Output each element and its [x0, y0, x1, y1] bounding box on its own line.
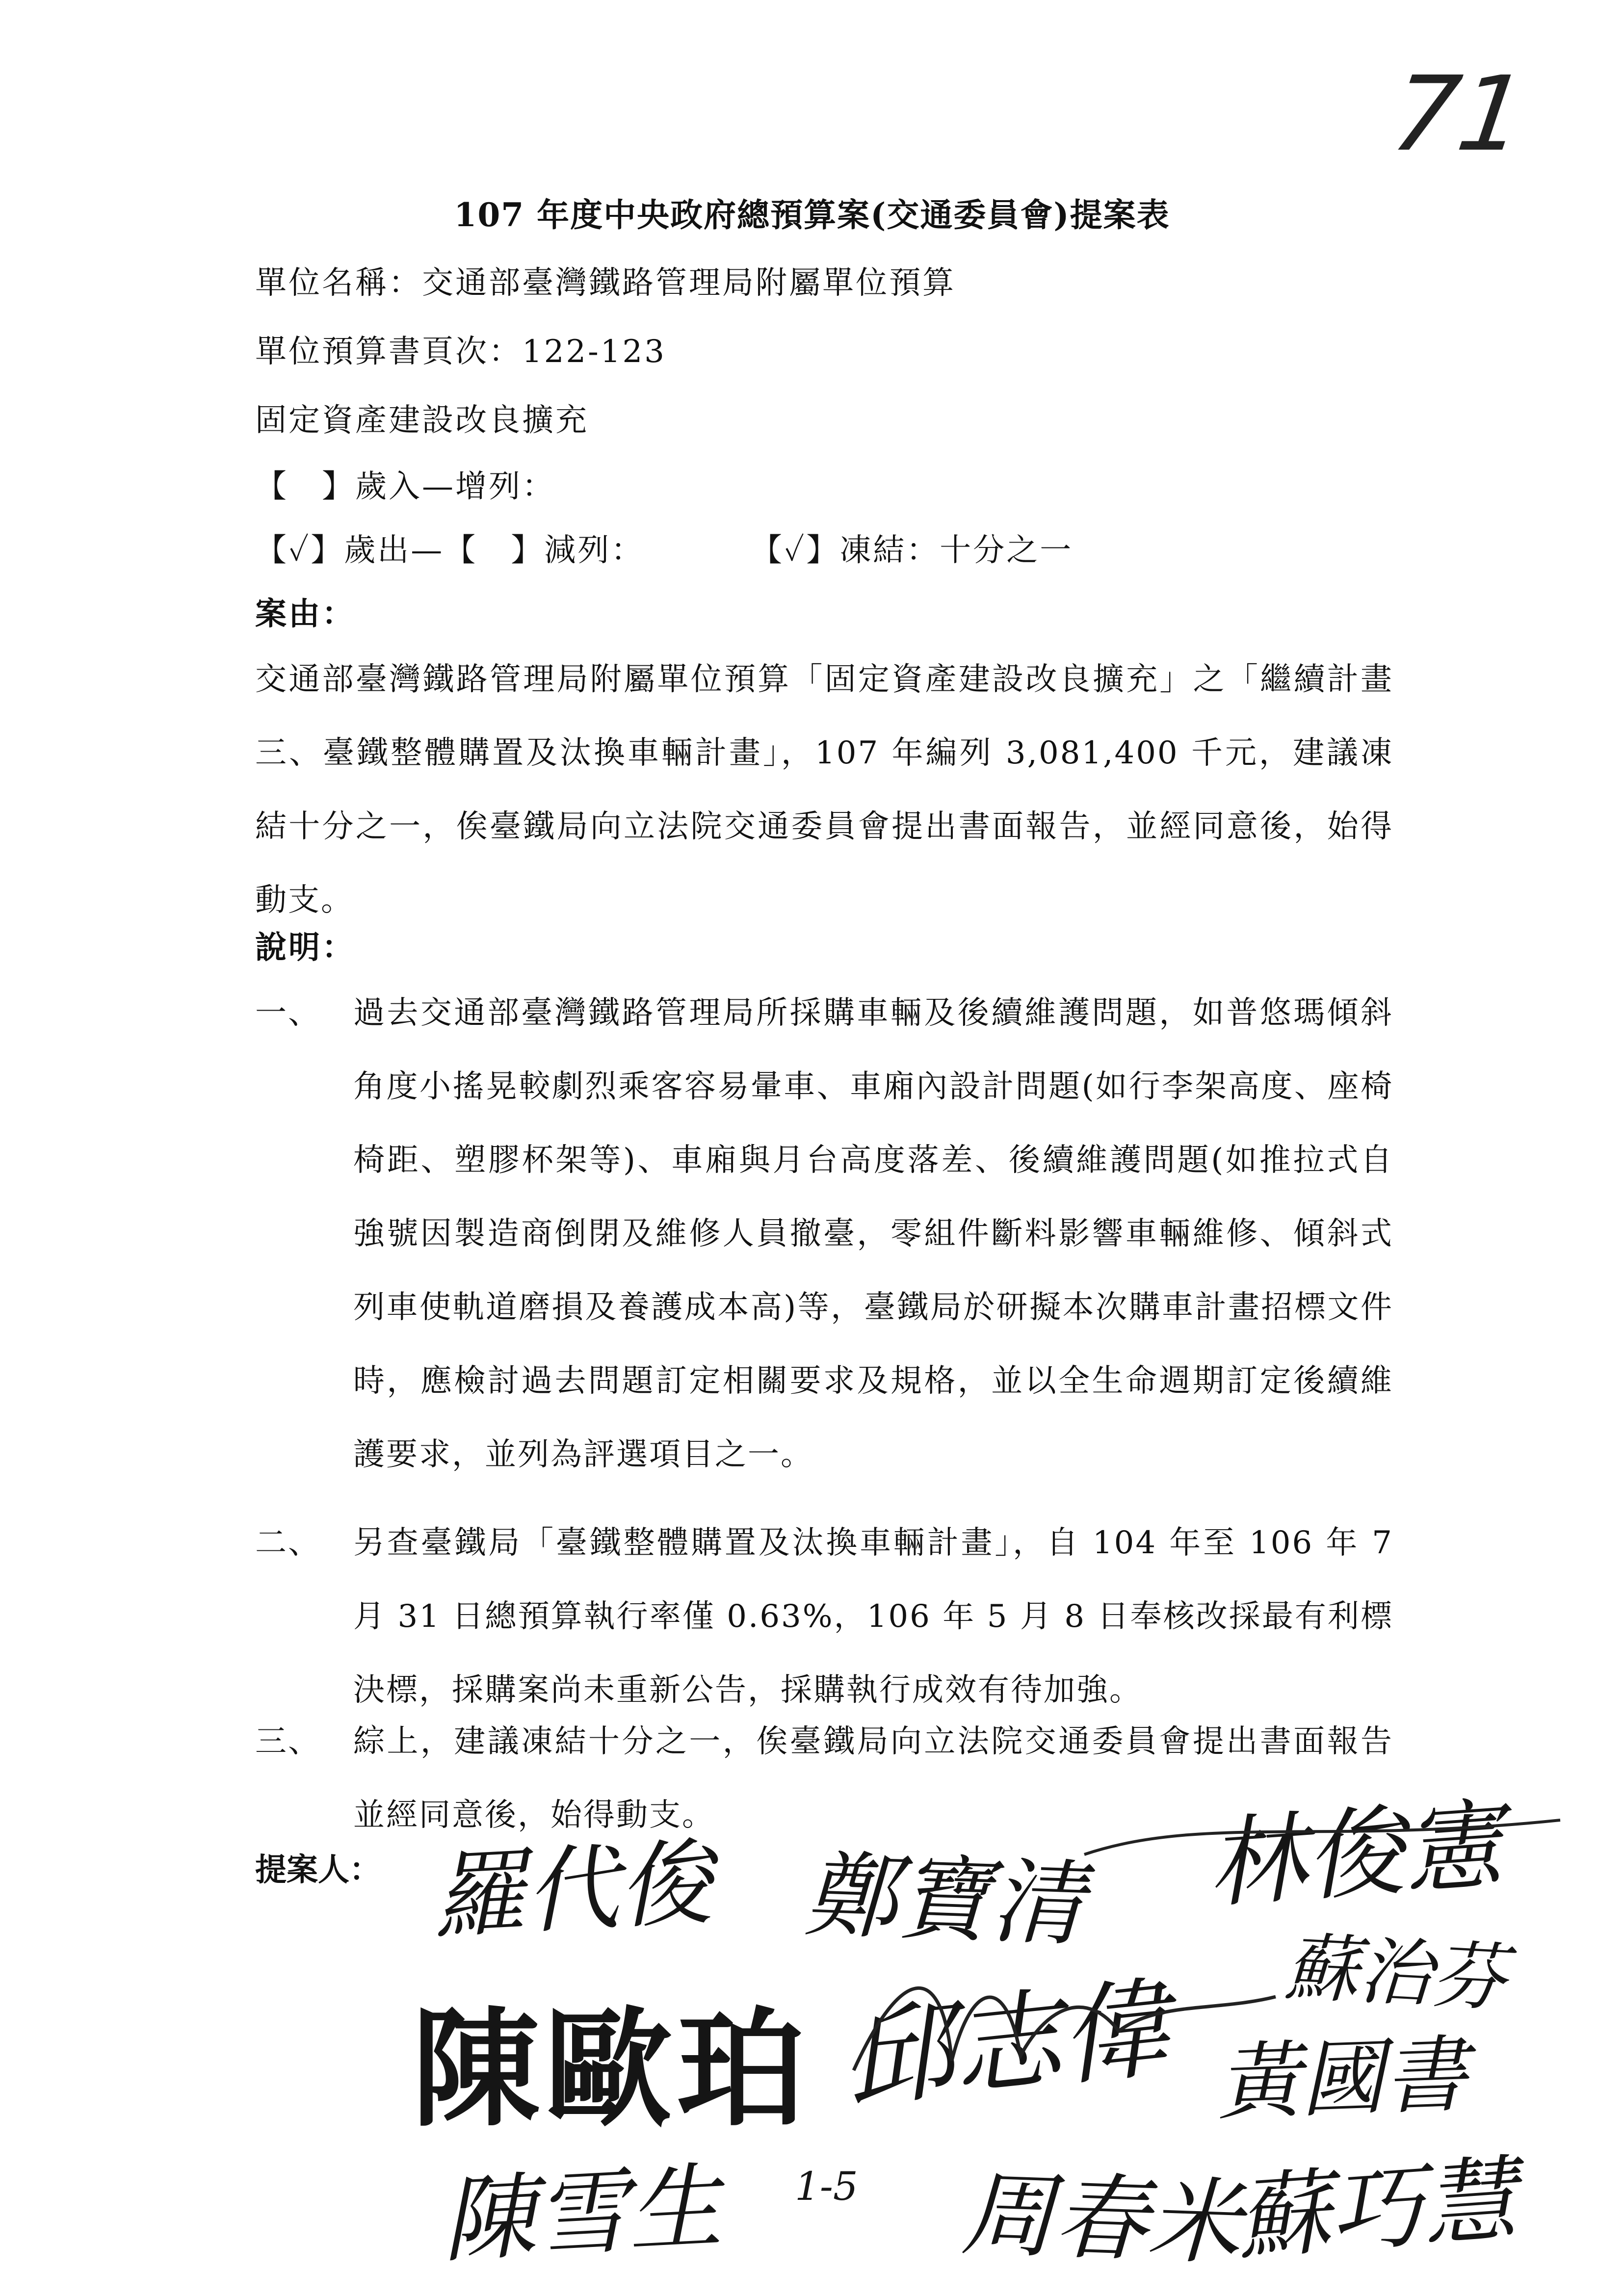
case-text: 交通部臺灣鐵路管理局附屬單位預算「固定資產建設改良擴充」之「繼續計畫三、臺鐵整體購置及汰換車輛計畫」，107 年編列 3,081,400 千元，建議凍結十分之一，俟臺鐵局向立法院交通委員會提出書面報告，並經同意後，始得動支。 — [255, 661, 1393, 918]
budget-pages: 單位預算書頁次：122-123 — [255, 334, 666, 370]
explanation-item-1 — [255, 976, 1393, 1491]
signature-note: 1-5 — [795, 2164, 858, 2209]
revenue-line: 【 】歲入—增列： — [255, 469, 555, 505]
signature-8: 陳雪生 — [439, 2152, 725, 2275]
item-number: 一、 — [255, 995, 321, 1031]
page-title: 107 年度中央政府總預算案(交通委員會)提案表 — [454, 196, 1170, 234]
item-text: 另查臺鐵局「臺鐵整體購置及汰換車輛計畫」，自 104 年至 106 年 7 月 31 日總預算執行率僅 0.63%，106 年 5 月 8 日奉核改採最有利標決標，採購案尚未重新公告，採購執行成效有待加強。 — [353, 1525, 1393, 1708]
expenditure-line: 【✓】歲出—【 】減列： — [255, 532, 645, 569]
signature-9: 周春米 — [959, 2160, 1243, 2278]
explanation-item-2 — [255, 1506, 1393, 1727]
signature-2: 鄭寶清 — [802, 1841, 1086, 1959]
item-text: 過去交通部臺灣鐵路管理局所採購車輛及後續維護問題，如普悠瑪傾斜角度小搖晃較劇烈乘客容易暈車、車廂內設計問題(如行李架高度、座椅椅距、塑膠杯架等)、車廂與月台高度落差、後續維護問題(如推拉式自強號因製造商倒閉及維修人員撤臺，零組件斷料影響車輛維修、傾斜式列車使軌道磨損及養護成本高)等，臺鐵局於研擬本次購車計畫招標文件時，應檢討過去問題訂定相關要求及規格，並以全生命週期訂定後續維護要求，並列為評選項目之一。 — [353, 995, 1393, 1473]
item-number: 二、 — [255, 1525, 321, 1561]
signature-10: 蘇巧慧 — [1233, 2145, 1520, 2273]
signature-7: 黃國書 — [1215, 2026, 1469, 2132]
proposer-label: 提案人： — [255, 1852, 381, 1888]
signature-1: 羅代俊 — [429, 1828, 715, 1952]
explanation-heading: 說明： — [255, 929, 355, 966]
signature-scribble — [844, 1943, 1285, 2090]
item-text: 綜上，建議凍結十分之一，俟臺鐵局向立法院交通委員會提出書面報告並經同意後，始得動支。 — [353, 1723, 1393, 1833]
signature-4: 陳歐珀 — [412, 1994, 810, 2144]
page-number: 71 — [1385, 54, 1533, 174]
signature-flourish — [1079, 1786, 1570, 1884]
case-heading: 案由： — [255, 596, 355, 632]
unit-name: 單位名稱：交通部臺灣鐵路管理局附屬單位預算 — [255, 265, 956, 301]
item-number: 三、 — [255, 1723, 321, 1760]
category: 固定資產建設改良擴充 — [255, 402, 589, 439]
signature-6: 蘇治芬 — [1283, 1925, 1508, 2022]
signature-3: 林俊憲 — [1204, 1787, 1506, 1922]
signature-5: 邱志偉 — [839, 1965, 1175, 2124]
freeze-line: 【✓】凍結：十分之一 — [751, 532, 1074, 569]
